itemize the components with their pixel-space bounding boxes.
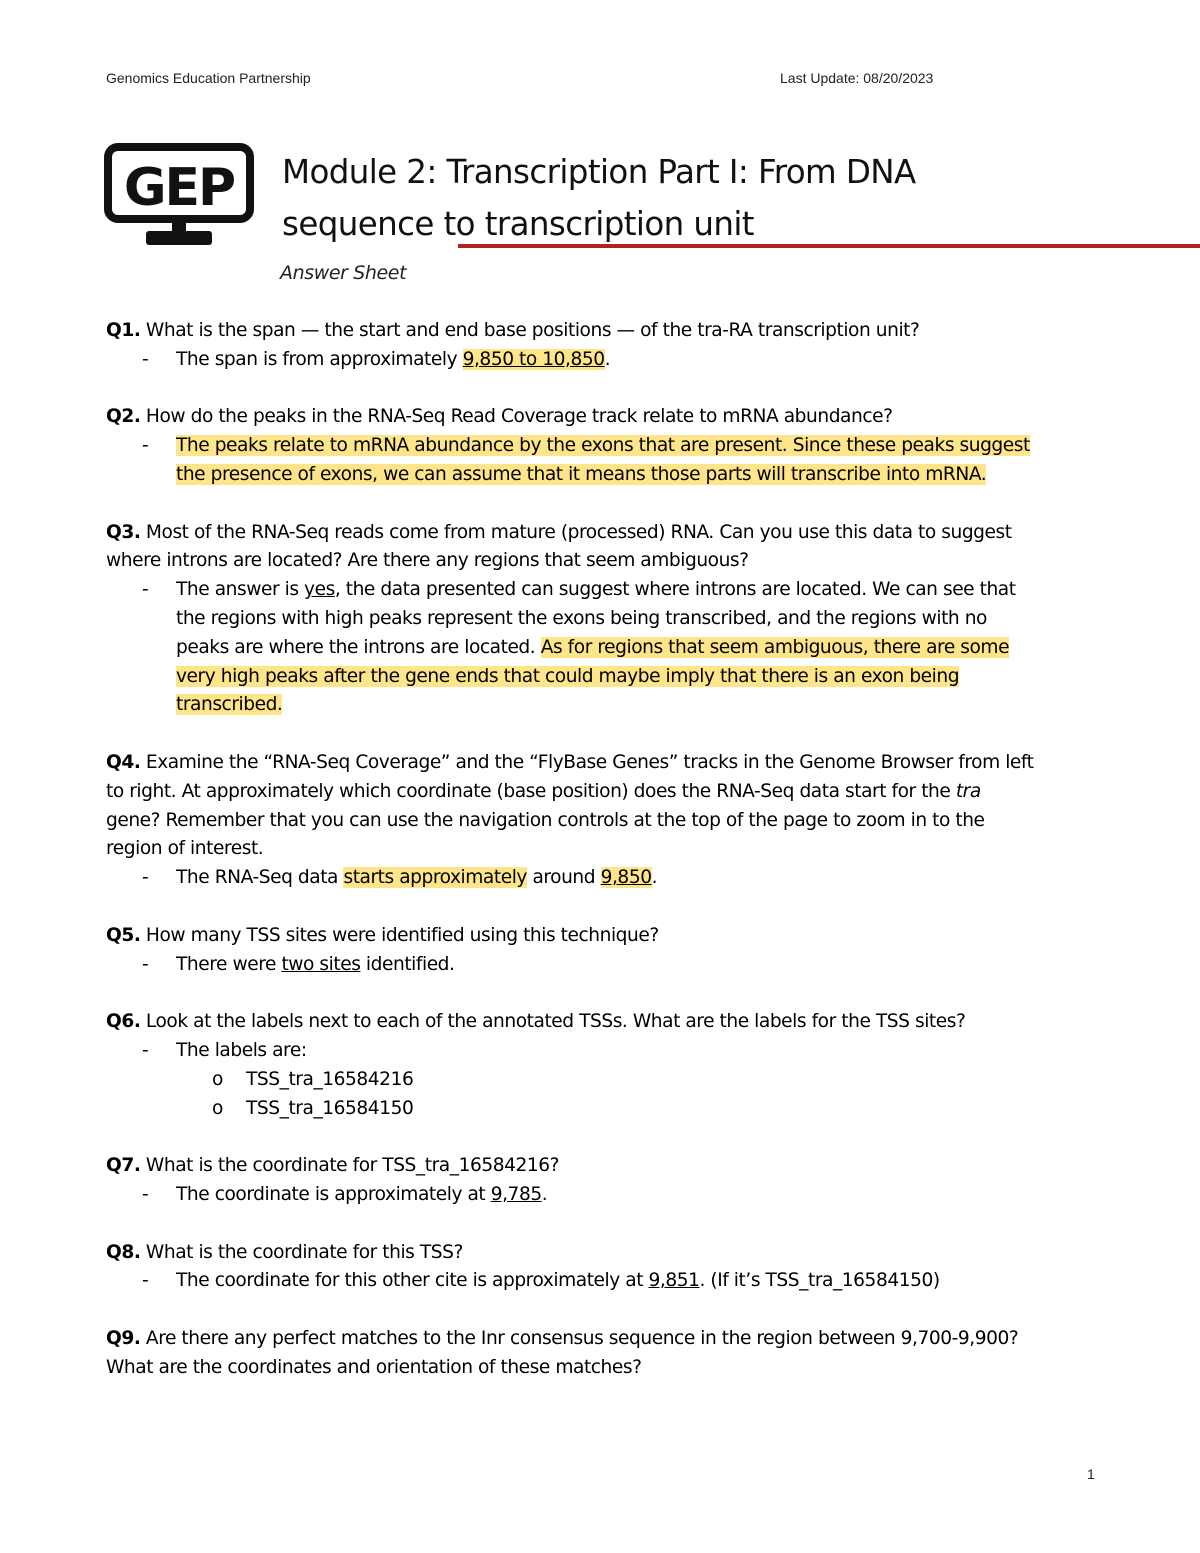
gep-logo <box>104 143 254 251</box>
answer-5: - There were two sites identified. <box>142 953 455 975</box>
answer-3-line-4: very high peaks after the gene ends that could maybe imply that there is an exon being <box>176 665 960 687</box>
question-9-cont: What are the coordinates and orientation of these matches? <box>106 1356 642 1378</box>
page-number: 1 <box>1087 1466 1095 1482</box>
answer-2: - The peaks relate to mRNA abundance by the exons that are present. Since these peaks suggest <box>142 435 1030 457</box>
subtitle: Answer Sheet <box>280 262 407 284</box>
answer-3-line-3: peaks are where the introns are located. As for regions that seem ambiguous, there are some <box>176 636 1010 658</box>
question-4-line-4: region of interest. <box>106 838 264 860</box>
question-3: Q3. Most of the RNA-Seq reads come from mature (processed) RNA. Can you use this data to suggest <box>106 521 1012 543</box>
question-3-cont: where introns are located? Are there any regions that seem ambiguous? <box>106 550 749 572</box>
answer-6: - The labels are: <box>142 1039 307 1061</box>
title-rule <box>458 244 1200 248</box>
question-6: Q6. Look at the labels next to each of the annotated TSSs. What are the labels for the TSS sites? <box>106 1011 966 1033</box>
answer-1-value: 9,850 to 10,850 <box>462 348 605 370</box>
question-4-line-2: to right. At approximately which coordinate (base position) does the RNA-Seq data start for the tra <box>106 780 981 802</box>
answer-3: - The answer is yes, the data presented can suggest where introns are located. We can see that <box>142 579 1016 601</box>
question-1: Q1. What is the span — the start and end base positions — of the tra-RA transcription unit? <box>106 320 920 341</box>
question-4-line-3: gene? Remember that you can use the navigation controls at the top of the page to zoom in to the <box>106 809 985 831</box>
tss-label-item: o TSS_tra_16584216 <box>212 1068 414 1090</box>
title-line-1: Module 2: Transcription Part I: From DNA <box>282 153 916 191</box>
question-8: Q8. What is the coordinate for this TSS? <box>106 1241 463 1263</box>
header-org: Genomics Education Partnership <box>106 70 311 86</box>
question-9: Q9. Are there any perfect matches to the Inr consensus sequence in the region between 9,700-9,900? <box>106 1327 1019 1349</box>
title-line-2: sequence to transcription unit <box>282 205 754 243</box>
answer-1: - The span is from approximately 9,850 to 10,850. <box>142 348 611 370</box>
answer-3-line-2: the regions with high peaks represent the exons being transcribed, and the regions with no <box>176 607 987 629</box>
header-last-update: Last Update: 08/20/2023 <box>780 70 934 86</box>
question-5: Q5. How many TSS sites were identified using this technique? <box>106 924 659 946</box>
logo-text: GEP <box>123 158 235 218</box>
answer-7: - The coordinate is approximately at 9,785. <box>142 1183 548 1205</box>
answer-4: - The RNA-Seq data starts approximately around 9,850. <box>142 867 658 889</box>
answer-2-cont: the presence of exons, we can assume that it means those parts will transcribe into mRNA. <box>176 463 987 485</box>
question-4: Q4. Examine the “RNA-Seq Coverage” and the “FlyBase Genes” tracks in the Genome Browser from left <box>106 751 1034 773</box>
answer-content <box>106 317 1106 1382</box>
question-7: Q7. What is the coordinate for TSS_tra_16584216? <box>106 1155 560 1177</box>
answer-8: - The coordinate for this other cite is approximately at 9,851. (If it’s TSS_tra_16584150) <box>142 1270 940 1292</box>
question-2: Q2. How do the peaks in the RNA-Seq Read Coverage track relate to mRNA abundance? <box>106 406 893 428</box>
page-title <box>282 146 916 250</box>
tss-label-item: o TSS_tra_16584150 <box>212 1097 414 1119</box>
answer-3-line-5: transcribed. <box>176 694 283 716</box>
